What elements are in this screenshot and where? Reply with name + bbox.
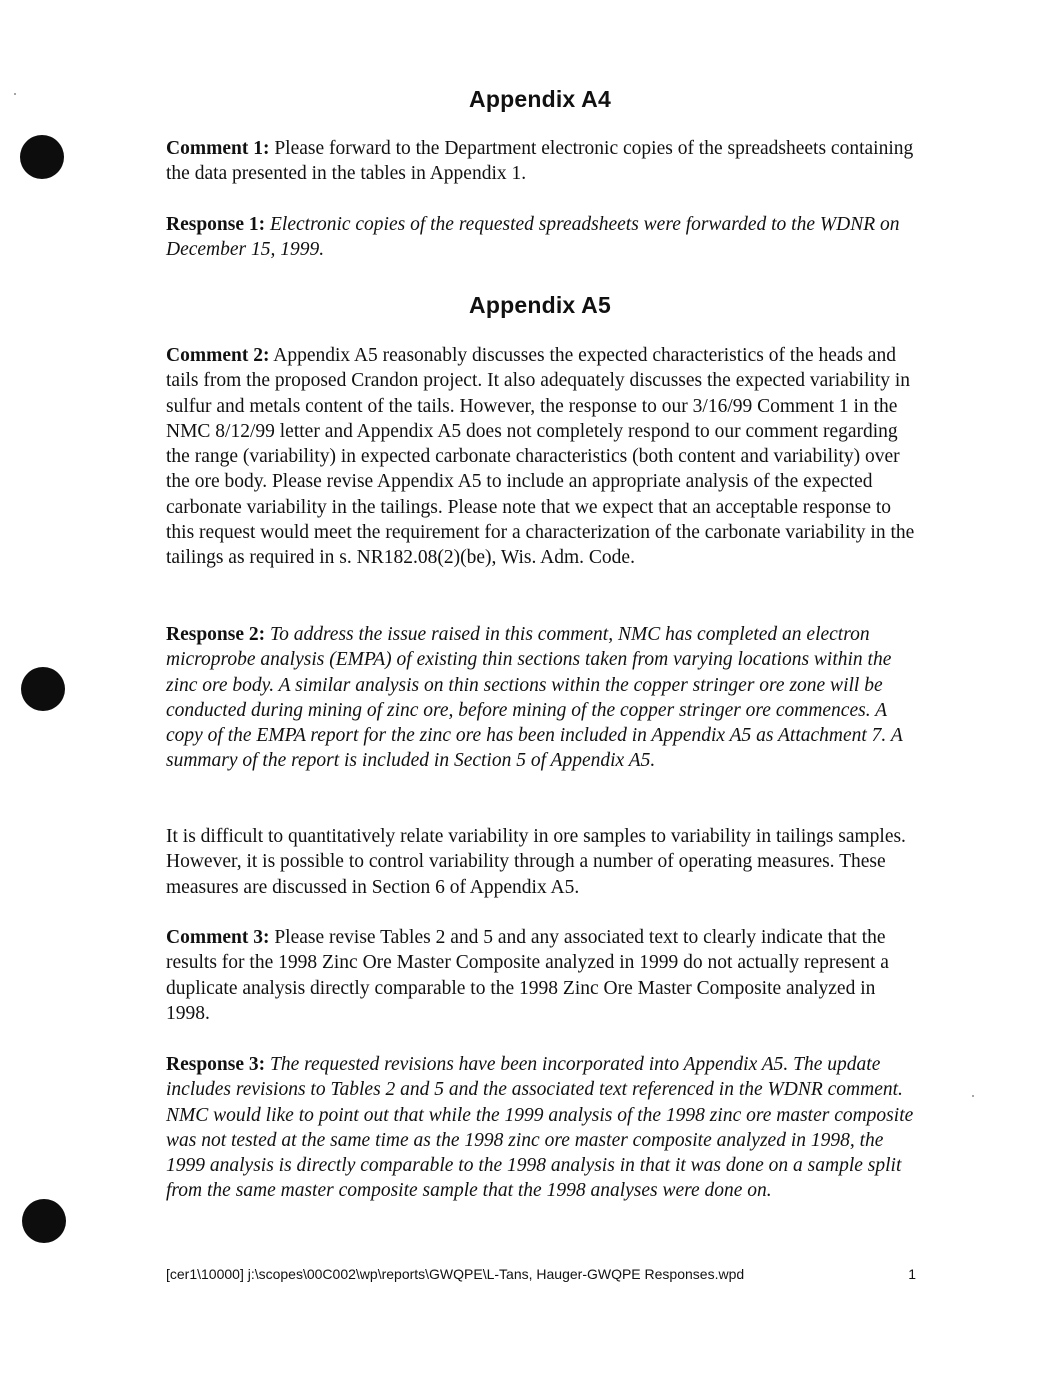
- comment-1: [166, 136, 918, 187]
- response-2-text: To address the issue raised in this comment, NMC has completed an electron microprobe analysis (EMPA) of existing thin sections taken from varying locations within the zinc ore body. A similar analysis on thin sections within the copper stringer ore zone will be conducted during mining of zinc ore, before mining of the copper stringer ore commences. A copy of the EMPA report for the zinc ore has been included in Appendix A5 as Attachment 7. A summary of the report is included in Section 5 of Appendix A5.: [166, 624, 903, 772]
- comment-1-text: Please forward to the Department electronic copies of the spreadsheets containing the data presented in the tables in Appendix 1.: [166, 138, 914, 185]
- scan-speck: [972, 1095, 974, 1097]
- punch-hole: [22, 1199, 66, 1243]
- appendix-a5-heading: Appendix A5: [469, 292, 611, 318]
- response-1-label: Response 1:: [166, 214, 266, 235]
- scan-speck: [14, 93, 16, 95]
- response-3-text: The requested revisions have been incorporated into Appendix A5. The update includes revisions to Tables 2 and 5 and the associated text referenced in the WDNR comment. NMC would like to point out that while the 1999 analysis of the 1998 zinc ore master composite was not tested at the same time as the 1998 zinc ore master composite analyzed in 1998, the 1999 analysis is directly comparable to the 1998 analysis in that it was done on a sample split from the same master composite sample that the 1998 analyses were done on.: [166, 1054, 914, 1202]
- response-3: [166, 1052, 918, 1204]
- punch-hole: [21, 667, 65, 711]
- response-2-label: Response 2:: [166, 624, 266, 645]
- comment-2: [166, 343, 918, 571]
- response-2-continuation: It is difficult to quantitatively relate variability in ore samples to variability in tailings samples. However, it is possible to control variability through a number of operating measures. These measures are discussed in Section 6 of Appendix A5.: [166, 826, 906, 898]
- comment-2-label: Comment 2:: [166, 345, 270, 366]
- footer-file-path: [cer1\10000] j:\scopes\00C002\wp\reports\GWQPE\L-Tans, Hauger-GWQPE Responses.wpd: [166, 1266, 745, 1282]
- comment-2-text: Appendix A5 reasonably discusses the expected characteristics of the heads and tails from the proposed Crandon project. It also adequately discusses the expected variability in sulfur and metals content of the tails. However, the response to our 3/16/99 Comment 1 in the NMC 8/12/99 letter and Appendix A5 does not completely respond to our comment regarding the range (variability) in expected carbonate characteristics (both content and variability) over the ore body. Please revise Appendix A5 to include an appropriate analysis of the expected carbonate variability in the tailings. Please note that we expect that an acceptable response to this request would meet the requirement for a characterization of the carbonate variability in the tailings as required in s. NR182.08(2)(be), Wis. Adm. Code.: [166, 345, 915, 569]
- comment-3: [166, 925, 918, 1026]
- response-3-label: Response 3:: [166, 1054, 266, 1075]
- comment-1-label: Comment 1:: [166, 138, 270, 159]
- comment-3-label: Comment 3:: [166, 927, 270, 948]
- comment-3-text: Please revise Tables 2 and 5 and any associated text to clearly indicate that the results for the 1998 Zinc Ore Master Composite analyzed in 1999 do not actually represent a duplicate analysis directly comparable to the 1998 Zinc Ore Master Composite analyzed in 1998.: [166, 927, 889, 1024]
- appendix-a4-heading: Appendix A4: [469, 86, 611, 112]
- response-1-text: Electronic copies of the requested spreadsheets were forwarded to the WDNR on December 15, 1999.: [166, 214, 900, 261]
- page-number: 1: [908, 1266, 916, 1282]
- punch-hole: [20, 135, 64, 179]
- response-2: [166, 622, 918, 774]
- response-1: [166, 212, 918, 263]
